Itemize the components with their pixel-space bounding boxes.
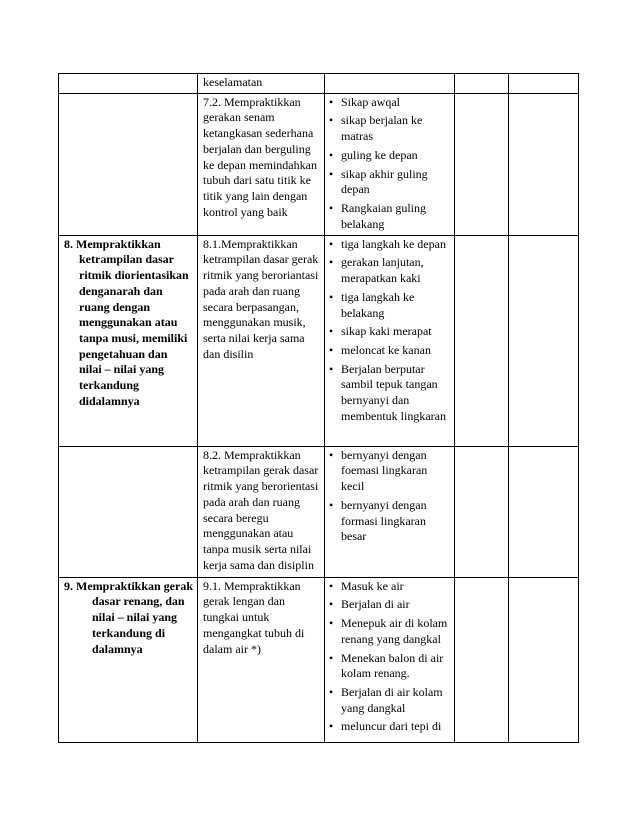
list-item: • tiga langkah ke depan: [329, 237, 450, 253]
indikator-cell: [325, 446, 455, 577]
empty-cell: [455, 446, 509, 577]
list-item: • Sikap awqal: [329, 95, 450, 111]
standard-kompetensi-cell: [59, 446, 198, 577]
standard-kompetensi-cell: 9. Mempraktikkan gerak dasar renang, dan nilai – nilai yang terkandung di dalamnya: [59, 577, 198, 742]
list-item: • guling ke depan: [329, 148, 450, 164]
standard-kompetensi-cell: [59, 93, 198, 235]
list-item: • bernyanyi dengan formasi lingkaran besar: [329, 498, 450, 545]
kompetensi-dasar-cell: 8.2. Mempraktikkan ketrampilan gerak dasar ritmik yang berorientasi pada arah dan ruang secara beregu menggunakan atau tanpa musik serta nilai kerja sama dan disiplin: [198, 446, 325, 577]
kompetensi-dasar-cell: 9.1. Mempraktikkan gerak lengan dan tungkai untuk mengangkat tubuh di dalam air *): [198, 577, 325, 742]
empty-cell: [509, 577, 579, 742]
list-item: • Masuk ke air: [329, 579, 450, 595]
kompetensi-dasar-cell: 7.2. Mempraktikkan gerakan senam ketangkasan sederhana berjalan dan berguling ke depan memindahkan tubuh dari satu titik ke titik yang lain dengan kontrol yang baik: [198, 93, 325, 235]
indikator-cell: [325, 235, 455, 446]
kompetensi-dasar-cell: keselamatan: [198, 74, 325, 94]
list-item: • Rangkaian guling belakang: [329, 201, 450, 232]
indikator-cell: [325, 74, 455, 94]
indikator-cell: [325, 93, 455, 235]
curriculum-table: [58, 73, 579, 743]
list-item: • Berjalan di air kolam yang dangkal: [329, 685, 450, 716]
list-item: • Menepuk air di kolam renang yang dangkal: [329, 616, 450, 647]
list-item: • tiga langkah ke belakang: [329, 290, 450, 321]
table-row: [59, 93, 579, 235]
list-item: • sikap akhir guling depan: [329, 167, 450, 198]
empty-cell: [455, 235, 509, 446]
list-item: • bernyanyi dengan foemasi lingkaran kecil: [329, 448, 450, 495]
empty-cell: [509, 235, 579, 446]
indikator-cell: [325, 577, 455, 742]
list-item: • sikap kaki merapat: [329, 324, 450, 340]
table-row: [59, 446, 579, 577]
list-item: • Menekan balon di air kolam renang.: [329, 651, 450, 682]
standard-kompetensi-cell: [59, 74, 198, 94]
empty-cell: [509, 93, 579, 235]
standard-kompetensi-cell: 8. Mempraktikkan ketrampilan dasar ritmik diorientasikan denganarah dan ruang dengan menggunakan atau tanpa musi, memiliki pengetahuan dan nilai – nilai yang terkandung didalamnya: [59, 235, 198, 446]
table-row: [59, 577, 579, 742]
list-item: • meluncur dari tepi di: [329, 719, 450, 735]
list-item: • Berjalan di air: [329, 597, 450, 613]
list-item: • meloncat ke kanan: [329, 343, 450, 359]
list-item: • gerakan lanjutan, merapatkan kaki: [329, 255, 450, 286]
list-item: • sikap berjalan ke matras: [329, 113, 450, 144]
table-row: [59, 74, 579, 94]
empty-cell: [455, 74, 509, 94]
kompetensi-dasar-cell: 8.1.Mempraktikkan ketrampilan dasar gerak ritmik yang beroriantasi pada arah dan ruang secara berpasangan, menggunakan musik, serta nilai kerja sama dan disilin: [198, 235, 325, 446]
empty-cell: [509, 446, 579, 577]
empty-cell: [509, 74, 579, 94]
empty-cell: [455, 93, 509, 235]
list-item: • Berjalan berputar sambil tepuk tangan bernyanyi dan membentuk lingkaran: [329, 362, 450, 425]
empty-cell: [455, 577, 509, 742]
table-row: [59, 235, 579, 446]
